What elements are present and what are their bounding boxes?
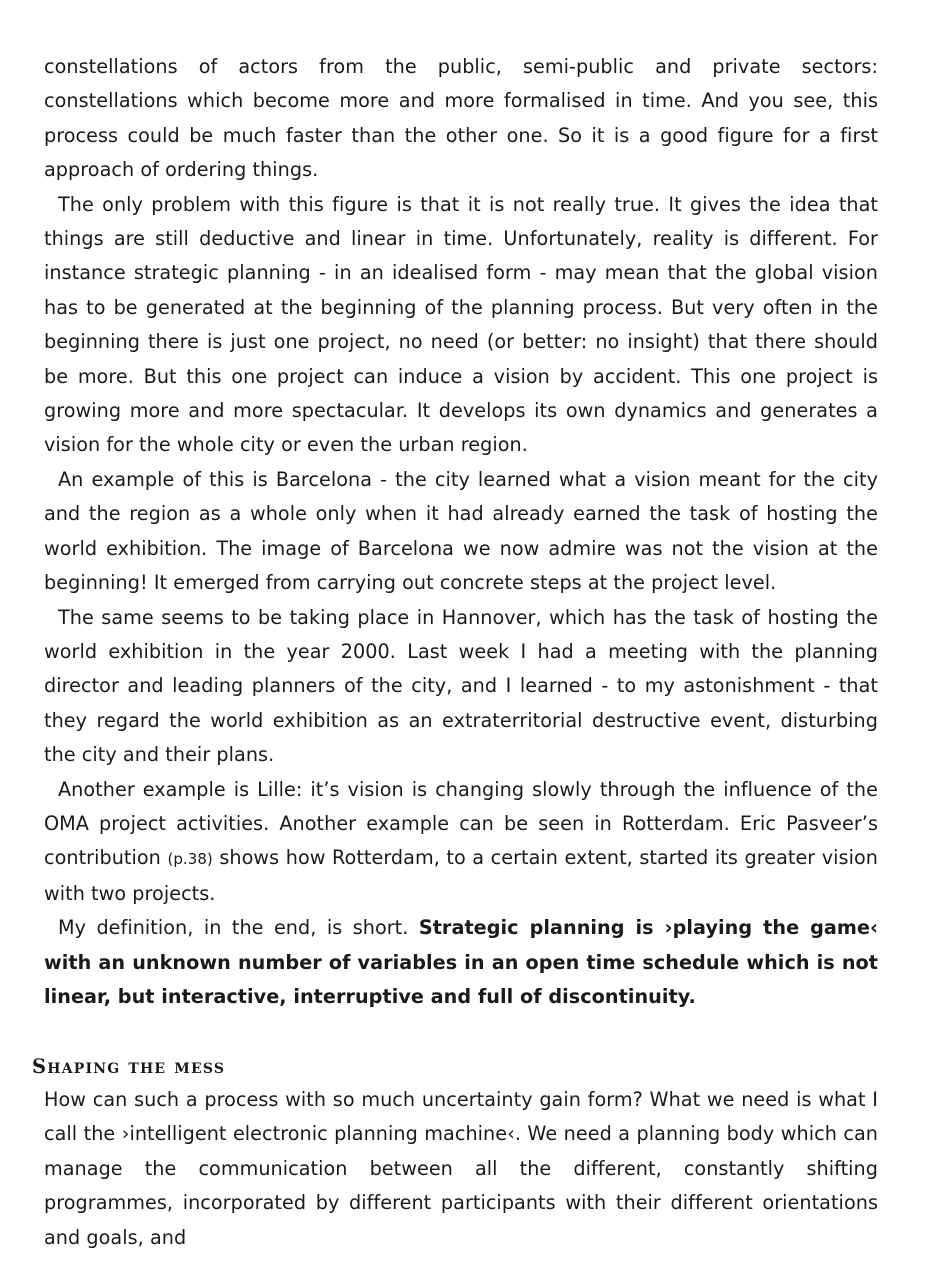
paragraph-1: constellations of actors from the public, semi-public and private sectors: constellations which become more and more formalised in time. And you see, this process could be much faster than the other one. So it is a good figure for a first approach of ordering things. bbox=[44, 55, 878, 182]
page-reference: (p.38) bbox=[167, 850, 213, 869]
paragraph-2: The only problem with this figure is that it is not really true. It gives the idea that things are still deductive and linear in time. Unfortunately, reality is different. For instance strategic planning - in an idealised form - may mean that the global vision has to be generated at the beginning of the planning process. But very often in the beginning there is just one project, no need (or better: no insight) that there should be more. But this one project can induce a vision by accident. This one project is growing more and more spectacular. It develops its own dynamics and generates a vision for the whole city or even the urban region. bbox=[44, 192, 878, 457]
section-text bbox=[44, 1083, 878, 1255]
paragraph-5-text-after: shows how Rotterdam, to a certain extent, started its greater vision with two projects. bbox=[44, 846, 878, 905]
section-heading: Shaping the mess bbox=[32, 1055, 226, 1078]
paragraph-5 bbox=[44, 773, 878, 912]
main-text bbox=[44, 50, 878, 1014]
paragraph-4: The same seems to be taking place in Hannover, which has the task of hosting the world exhibition in the year 2000. Last week I had a meeting with the planning director and leading planners of the city, and I learned - to my astonishment - that they regard the world exhibition as an extraterritorial destructive event, disturbing the city and their plans. bbox=[44, 605, 878, 767]
definition-bold: Strategic planning is ›playing the game‹ with an unknown number of variables in an open time schedule which is not linear, but interactive, interruptive and full of discontinuity. bbox=[44, 916, 878, 1008]
section-paragraph: How can such a process with so much uncertainty gain form? What we need is what I call the ›intelligent electronic planning machine‹. We need a planning body which can manage the communication between all the different, constantly shifting programmes, incorporated by different participants with their different orientations and goals, and bbox=[44, 1088, 878, 1249]
paragraph-6 bbox=[44, 911, 878, 1014]
paragraph-5-text-before: Another example is Lille: it’s vision is changing slowly through the influence of the OMA project activities. Another example can be seen in Rotterdam. Eric Pasveer’s contribution bbox=[44, 777, 878, 870]
paragraph-6-text-before: My definition, in the end, is short. bbox=[58, 916, 419, 940]
paragraph-3: An example of this is Barcelona - the city learned what a vision meant for the city and the region as a whole only when it had already earned the task of hosting the world exhibition. The image of Barcelona we now admire was not the vision at the beginning! It emerged from carrying out concrete steps at the project level. bbox=[44, 467, 878, 595]
